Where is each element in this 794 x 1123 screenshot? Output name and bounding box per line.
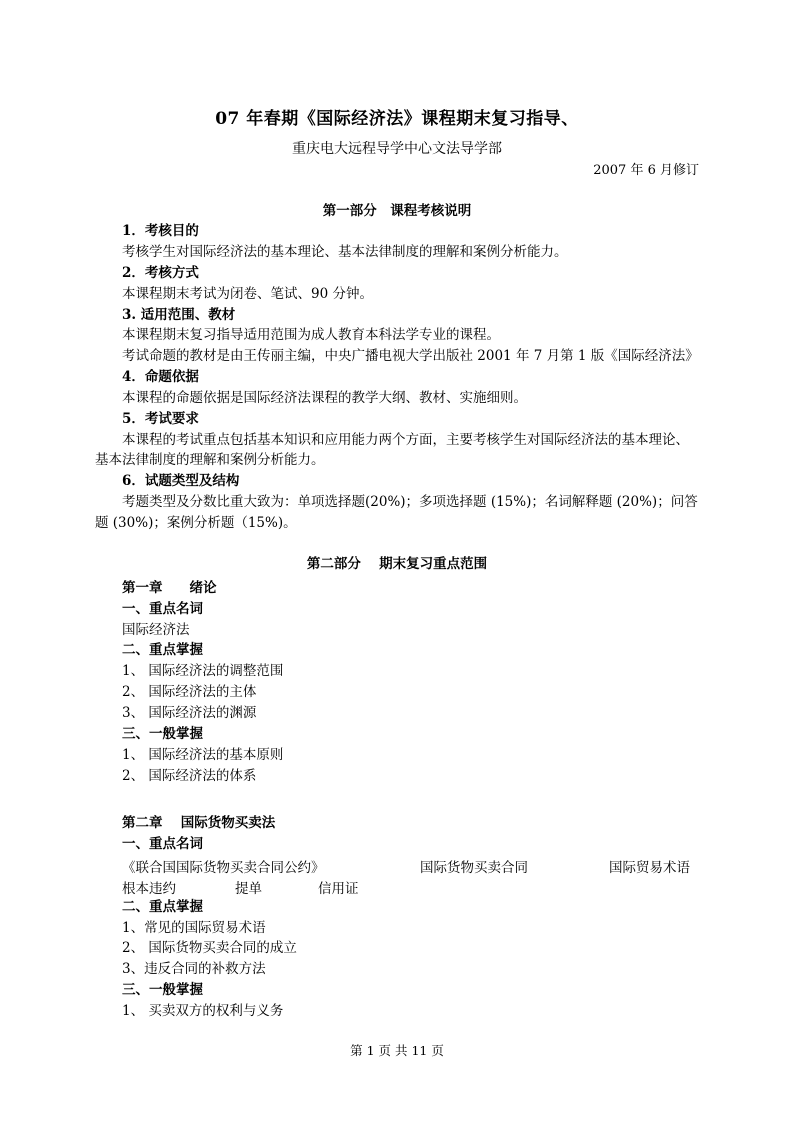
ch2-general-title: 三、一般掌握 xyxy=(122,982,203,998)
ch1-general-title: 三、一般掌握 xyxy=(122,726,203,742)
section4-title: 4．命题依据 xyxy=(122,369,199,385)
key-term: 根本违约 xyxy=(122,881,176,897)
section2-title: 2．考核方式 xyxy=(122,265,199,281)
chapter1-title: 第一章 绪论 xyxy=(122,580,217,596)
section3-title: 3. 适用范围、教材 xyxy=(122,307,236,323)
ch2-key-terms-title: 一、重点名词 xyxy=(122,836,203,852)
ch2-key-point: 2、 国际货物买卖合同的成立 xyxy=(122,940,297,956)
ch2-key-terms-row2 xyxy=(0,877,794,897)
key-term: 国际货物买卖合同 xyxy=(420,860,528,876)
ch1-key-point: 1、 国际经济法的调整范围 xyxy=(122,663,284,679)
ch2-general-item: 1、 买卖双方的权利与义务 xyxy=(122,1003,284,1019)
key-term: 《联合国国际货物买卖合同公约》 xyxy=(122,860,325,876)
part2-heading: 第二部分 期末复习重点范围 xyxy=(306,556,488,572)
document-title: 07 年春期《国际经济法》课程期末复习指导、 xyxy=(215,109,579,129)
revision-date: 2007 年 6 月修订 xyxy=(593,163,699,178)
section5-body-line1: 本课程的考试重点包括基本知识和应用能力两个方面，主要考核学生对国际经济法的基本理论、 xyxy=(122,432,689,448)
part1-heading: 第一部分 课程考核说明 xyxy=(322,203,472,219)
ch2-key-points-title: 二、重点掌握 xyxy=(122,899,203,915)
section1-title: 1．考核目的 xyxy=(122,223,199,239)
ch1-key-points-title: 二、重点掌握 xyxy=(122,642,203,658)
section4-body: 本课程的命题依据是国际经济法课程的教学大纲、教材、实施细则。 xyxy=(122,390,527,406)
ch1-general-item: 2、 国际经济法的体系 xyxy=(122,768,257,784)
key-term: 信用证 xyxy=(318,881,359,897)
ch1-key-terms: 国际经济法 xyxy=(122,622,190,638)
section6-title: 6．试题类型及结构 xyxy=(122,473,240,489)
chapter2-title: 第二章 国际货物买卖法 xyxy=(122,815,276,831)
ch2-key-terms-row1 xyxy=(0,856,794,876)
ch1-key-terms-title: 一、重点名词 xyxy=(122,601,203,617)
ch2-key-point: 1、常见的国际贸易术语 xyxy=(122,920,266,936)
ch1-key-point: 2、 国际经济法的主体 xyxy=(122,684,257,700)
ch2-key-point: 3、违反合同的补救方法 xyxy=(122,961,266,977)
section3-body-1: 本课程期末复习指导适用范围为成人教育本科法学专业的课程。 xyxy=(122,327,500,343)
key-term: 提单 xyxy=(235,881,262,897)
section3-body-2: 考试命题的教材是由王传丽主编，中央广播电视大学出版社 2001 年 7 月第 1 版《国际经济法》 xyxy=(122,348,699,364)
document-subtitle: 重庆电大远程导学中心文法导学部 xyxy=(292,141,502,157)
ch1-key-point: 3、 国际经济法的渊源 xyxy=(122,705,257,721)
section6-body-line1: 考题类型及分数比重大致为：单项选择题(20%)；多项选择题 (15%)；名词解释题 (20%)；问答 xyxy=(122,494,698,510)
page-footer: 第 1 页 共 11 页 xyxy=(350,1043,444,1058)
section6-body-line2: 题 (30%)；案例分析题（15%)。 xyxy=(95,515,297,531)
section5-title: 5．考试要求 xyxy=(122,411,199,427)
section2-body: 本课程期末考试为闭卷、笔试、90 分钟。 xyxy=(122,286,373,302)
section1-body: 考核学生对国际经济法的基本理论、基本法律制度的理解和案例分析能力。 xyxy=(122,244,568,260)
key-term: 国际贸易术语 xyxy=(609,860,690,876)
ch1-general-item: 1、 国际经济法的基本原则 xyxy=(122,747,284,763)
section5-body-line2: 基本法律制度的理解和案例分析能力。 xyxy=(95,452,325,468)
